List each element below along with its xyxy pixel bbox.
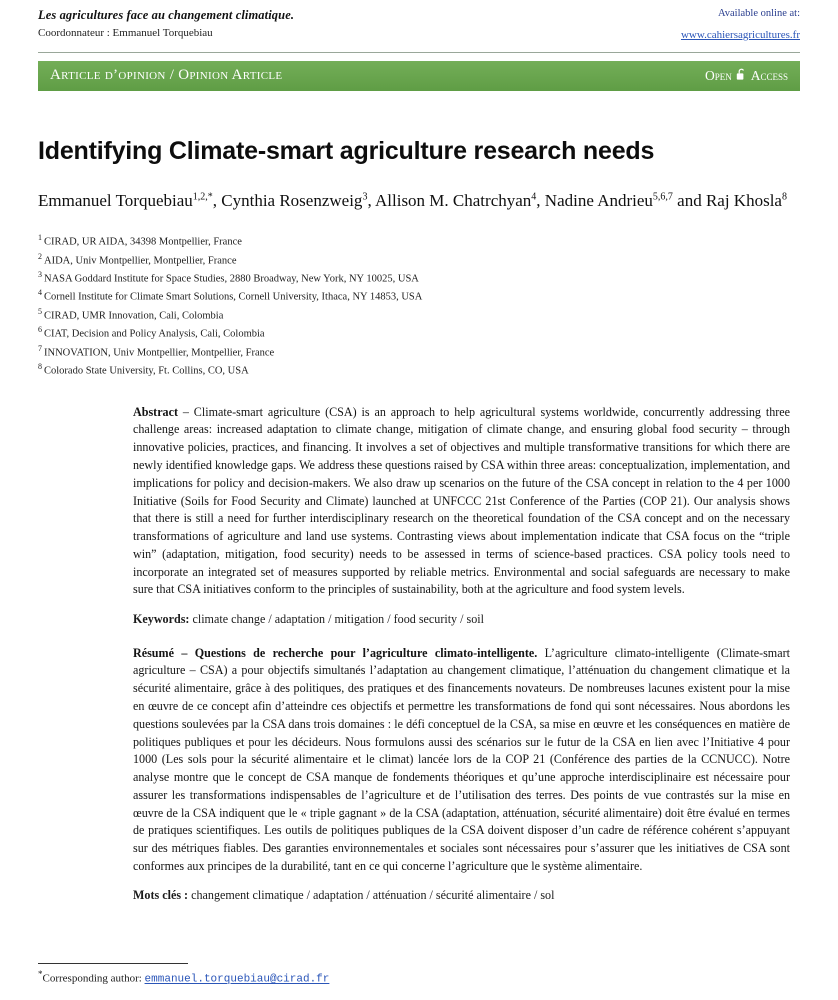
- masthead-left: [38, 6, 294, 42]
- affiliation-item: [38, 269, 800, 287]
- masthead-divider: [38, 52, 800, 53]
- masthead-right: [681, 6, 800, 46]
- affiliation-text: CIRAD, UR AIDA, 34398 Montpellier, France: [44, 236, 242, 248]
- affiliation-item: [38, 343, 800, 361]
- keywords-text: climate change / adaptation / mitigation / food security / soil: [192, 612, 484, 627]
- footnote-text: [38, 969, 458, 986]
- affiliation-text: AIDA, Univ Montpellier, Montpellier, France: [44, 255, 237, 267]
- affiliation-item: [38, 232, 800, 250]
- corresponding-author-footnote: [38, 963, 458, 986]
- corresponding-author-email-link[interactable]: emmanuel.torquebiau@cirad.fr: [144, 974, 330, 986]
- affiliation-item: [38, 287, 800, 305]
- affiliation-item: [38, 251, 800, 269]
- abstract-block: [133, 404, 790, 903]
- affiliation-number: 8: [38, 362, 42, 372]
- masthead: [38, 0, 800, 50]
- motscles-text: changement climatique / adaptation / atténuation / sécurité alimentaire / sol: [191, 887, 555, 902]
- affiliation-number: 6: [38, 325, 42, 335]
- affiliation-item: [38, 361, 800, 379]
- affiliation-text: NASA Goddard Institute for Space Studies, 2880 Broadway, New York, NY 10025, USA: [44, 273, 419, 285]
- affiliation-item: [38, 324, 800, 342]
- resume-text: L’agriculture climato-intelligente (Climate-smart agriculture – CSA) a pour objectifs simultanés l’adaptation au changement climatique, l’atténuation du changement climatique et la sécurité alimentaire, grâce à des politiques, des pratiques et des financements novateurs. De nombreuses lacunes existent pour la mise en œuvre de ce concept afin d’atteindre ces objectifs et permettre les transformations de fond qui sont nécessaires. Nous abordons les questions soulevées par la CSA dans trois domaines : le défi conceptuel de la CSA, sa mise en œuvre et les conséquences en matière de politiques publiques et pour les décideurs. Nous formulons aussi des scénarios sur le futur de la CSA en lien avec l’Initiative 4 pour 1000 (Les sols pour la sécurité alimentaire et le climat) lancée lors de la COP 21 (Conférence des parties de la CCNUCC). Notre analyse montre que le concept de CSA manque de fondements théoriques et qu’une approche interdisciplinaire est nécessaire pour assurer les transformations indispensables de l’agriculture et de l’utilisation des terres. Des points de vue contrastés sur la mise en œuvre de la CSA indiquent que le « triple gagnant » de la CSA (adaptation, atténuation, sécurité alimentaire) doit être évalué en termes de pratiques scientifiques. Les outils de politiques publiques de la CSA doivent disposer d’un cadre de référence cohérent s’appuyant sur des métriques fiables. Des garanties environnementales et sociales sont nécessaires pour s’assurer que les initiatives de CSA sont conformes aux principes de la durabilité, tant en ce qui concerne l’agriculture que le système alimentaire.: [133, 645, 790, 873]
- keywords-label: Keywords:: [133, 612, 190, 627]
- affiliation-text: Colorado State University, Ft. Collins, CO, USA: [44, 365, 249, 377]
- affiliation-number: 5: [38, 306, 42, 316]
- affiliation-number: 4: [38, 288, 42, 298]
- keywords-line: [133, 611, 790, 629]
- affiliation-number: 1: [38, 233, 42, 243]
- footnote-marker: *: [38, 969, 43, 980]
- affiliation-text: CIRAD, UMR Innovation, Cali, Colombia: [44, 310, 224, 322]
- motscles-line: [133, 888, 790, 903]
- affiliation-number: 3: [38, 270, 42, 279]
- abstract-text: – Climate-smart agriculture (CSA) is an approach to help agricultural systems worldwide, concurrently addressing three challenge areas: increased adaptation to climate change, mitigation of climate change, and ensuring global food security – through innovative policies, practices, and financing. It involves a set of objectives and multiple transformative transitions for which there are newly identified knowledge gaps. We address these questions raised by CSA within three areas: conceptualization, implementation, and implications for policy and decision-makers. We also draw up scenarios on the future of the CSA concept in relation to the 4 per 1000 Initiative (Soils for Food Security and Climate) launched at UNFCCC 21st Conference of the Parties (COP 21). Our analysis shows that there is still a need for further interdisciplinary research on the theoretical foundation of the CSA concept and on the necessary transformations of agriculture and land use systems. Contrasting views about implementation indicate that CSA focus on the “triple win” (adaptation, mitigation, food security) needs to be assessed in terms of science-based practices. CSA policy tools need to incorporate an integrated set of measures supported by reliable metrics. Environmental and social safeguards are necessary to make sure that CSA initiatives conform to the principles of sustainability, both at the agriculture and food system levels.: [133, 404, 790, 597]
- open-access-word-open: Open: [704, 67, 732, 83]
- abstract-label: Abstract: [133, 404, 179, 419]
- footnote-label: Corresponding author:: [42, 973, 142, 985]
- open-access-badge: [705, 68, 788, 84]
- motscles-label: Mots clés :: [133, 887, 189, 902]
- open-lock-icon: [736, 68, 747, 83]
- affiliation-text: CIAT, Decision and Policy Analysis, Cali, Colombia: [44, 328, 265, 340]
- open-access-word-access: Access: [750, 67, 788, 83]
- article-type-banner: [38, 61, 800, 91]
- affiliation-text: Cornell Institute for Climate Smart Solutions, Cornell University, Ithaca, NY 14853, USA: [44, 291, 423, 303]
- resume-paragraph: [133, 645, 790, 876]
- article-type-label: Article d’opinion / Opinion Article: [50, 67, 283, 84]
- journal-issue-title: Les agricultures face au changement climatique.: [38, 8, 295, 22]
- page-title: Identifying Climate-smart agriculture research needs: [38, 136, 655, 165]
- affiliation-text: INNOVATION, Univ Montpellier, Montpellier, France: [44, 347, 275, 359]
- affiliation-number: 2: [38, 251, 42, 261]
- affiliation-number: 7: [38, 343, 42, 353]
- affiliation-item: [38, 306, 800, 324]
- author-list: Emmanuel Torquebiau$^{1,2,*}$, Cynthia Rosenzweig$^3$, Allison M. Chatrchyan$^4$, Nadine Andrieu$^{5,6,7}$ and Raj Khosla$^8$: [38, 190, 787, 210]
- footnote-divider: [38, 963, 188, 964]
- resume-label: Résumé – Questions de recherche pour l’agriculture climato-intelligente.: [133, 645, 538, 660]
- affiliation-list: [38, 232, 800, 380]
- available-online-label: Available online at:: [717, 8, 800, 19]
- issue-coordinator: Coordonnateur : Emmanuel Torquebiau: [38, 27, 213, 40]
- abstract-paragraph: [133, 404, 790, 599]
- journal-url-link[interactable]: www.cahiersagricultures.fr: [680, 28, 800, 41]
